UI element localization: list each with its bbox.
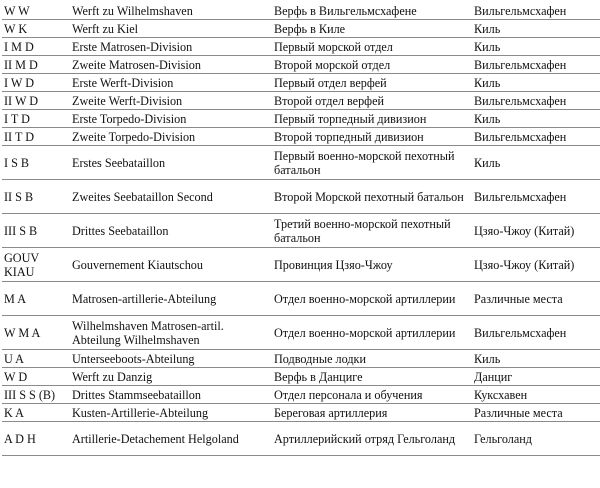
location-cell: Киль [472, 20, 600, 38]
location-cell: Вильгельмсхафен [472, 316, 600, 350]
german-name-cell: Unterseeboots-Abteilung [70, 350, 272, 368]
german-name-cell: Artillerie-Detachement Helgoland [70, 422, 272, 456]
abbreviation-cell: II M D [2, 56, 70, 74]
location-cell: Цзяо-Чжоу (Китай) [472, 248, 600, 282]
abbreviation-cell: III S S (B) [2, 386, 70, 404]
location-cell: Вильгельмсхафен [472, 56, 600, 74]
russian-name-cell: Подводные лодки [272, 350, 472, 368]
location-cell: Различные места [472, 282, 600, 316]
german-name-cell: Zweites Seebataillon Second [70, 180, 272, 214]
russian-name-cell: Второй морской отдел [272, 56, 472, 74]
russian-name-cell: Первый отдел верфей [272, 74, 472, 92]
german-name-cell: Erste Torpedo-Division [70, 110, 272, 128]
german-name-cell: Drittes Stammseebataillon [70, 386, 272, 404]
abbreviation-cell: M A [2, 282, 70, 316]
german-name-cell: Werft zu Kiel [70, 20, 272, 38]
german-name-cell: Wilhelmshaven Matrosen-artil. Abteilung Wilhelmshaven [70, 316, 272, 350]
location-cell: Киль [472, 38, 600, 56]
table-row [2, 20, 600, 38]
abbreviation-cell: II W D [2, 92, 70, 110]
location-cell: Киль [472, 110, 600, 128]
table-row [2, 92, 600, 110]
russian-name-cell: Второй Морской пехотный батальон [272, 180, 472, 214]
german-name-cell: Werft zu Wilhelmshaven [70, 2, 272, 20]
location-cell: Вильгельмсхафен [472, 128, 600, 146]
table-row [2, 214, 600, 248]
location-cell: Различные места [472, 404, 600, 422]
abbreviation-cell: A D H [2, 422, 70, 456]
table-body [2, 2, 600, 456]
abbreviation-cell: I T D [2, 110, 70, 128]
abbreviation-cell: II S B [2, 180, 70, 214]
german-name-cell: Gouvernement Kiautschou [70, 248, 272, 282]
table-row [2, 128, 600, 146]
location-cell: Вильгельмсхафен [472, 2, 600, 20]
abbreviation-cell: W W [2, 2, 70, 20]
russian-name-cell: Отдел военно-морской артиллерии [272, 316, 472, 350]
abbreviations-table [2, 2, 600, 456]
abbreviations-table-document [2, 2, 598, 484]
location-cell: Киль [472, 350, 600, 368]
german-name-cell: Zweite Werft-Division [70, 92, 272, 110]
table-row [2, 350, 600, 368]
german-name-cell: Erstes Seebataillon [70, 146, 272, 180]
russian-name-cell: Первый торпедный дивизион [272, 110, 472, 128]
russian-name-cell: Береговая артиллерия [272, 404, 472, 422]
russian-name-cell: Отдел персонала и обучения [272, 386, 472, 404]
german-name-cell: Zweite Matrosen-Division [70, 56, 272, 74]
abbreviation-cell: I S B [2, 146, 70, 180]
abbreviation-cell: U A [2, 350, 70, 368]
location-cell: Данциг [472, 368, 600, 386]
abbreviation-cell: W K [2, 20, 70, 38]
table-row [2, 282, 600, 316]
russian-name-cell: Второй отдел верфей [272, 92, 472, 110]
russian-name-cell: Третий военно-морской пехотный батальон [272, 214, 472, 248]
abbreviation-cell: K A [2, 404, 70, 422]
table-row [2, 404, 600, 422]
german-name-cell: Erste Werft-Division [70, 74, 272, 92]
russian-name-cell: Верфь в Данциге [272, 368, 472, 386]
german-name-cell: Matrosen-artillerie-Abteilung [70, 282, 272, 316]
location-cell: Киль [472, 74, 600, 92]
german-name-cell: Drittes Seebataillon [70, 214, 272, 248]
table-row [2, 248, 600, 282]
russian-name-cell: Провинция Цзяо-Чжоу [272, 248, 472, 282]
table-row [2, 180, 600, 214]
russian-name-cell: Верфь в Вильгельмсхафене [272, 2, 472, 20]
table-row [2, 38, 600, 56]
russian-name-cell: Артиллерийский отряд Гельголанд [272, 422, 472, 456]
russian-name-cell: Верфь в Киле [272, 20, 472, 38]
location-cell: Гельголанд [472, 422, 600, 456]
table-row [2, 110, 600, 128]
table-row [2, 146, 600, 180]
table-row [2, 74, 600, 92]
german-name-cell: Werft zu Danzig [70, 368, 272, 386]
russian-name-cell: Второй торпедный дивизион [272, 128, 472, 146]
abbreviation-cell: GOUV KIAU [2, 248, 70, 282]
russian-name-cell: Первый военно-морской пехотный батальон [272, 146, 472, 180]
table-row [2, 2, 600, 20]
table-row [2, 386, 600, 404]
abbreviation-cell: W D [2, 368, 70, 386]
location-cell: Цзяо-Чжоу (Китай) [472, 214, 600, 248]
abbreviation-cell: W M A [2, 316, 70, 350]
table-row [2, 316, 600, 350]
russian-name-cell: Отдел военно-морской артиллерии [272, 282, 472, 316]
german-name-cell: Kusten-Artillerie-Abteilung [70, 404, 272, 422]
abbreviation-cell: I W D [2, 74, 70, 92]
location-cell: Киль [472, 146, 600, 180]
location-cell: Вильгельмсхафен [472, 180, 600, 214]
table-row [2, 56, 600, 74]
abbreviation-cell: I M D [2, 38, 70, 56]
german-name-cell: Erste Matrosen-Division [70, 38, 272, 56]
russian-name-cell: Первый морской отдел [272, 38, 472, 56]
table-row [2, 368, 600, 386]
abbreviation-cell: II T D [2, 128, 70, 146]
location-cell: Куксхавен [472, 386, 600, 404]
location-cell: Вильгельмсхафен [472, 92, 600, 110]
german-name-cell: Zweite Torpedo-Division [70, 128, 272, 146]
table-row [2, 422, 600, 456]
abbreviation-cell: III S B [2, 214, 70, 248]
